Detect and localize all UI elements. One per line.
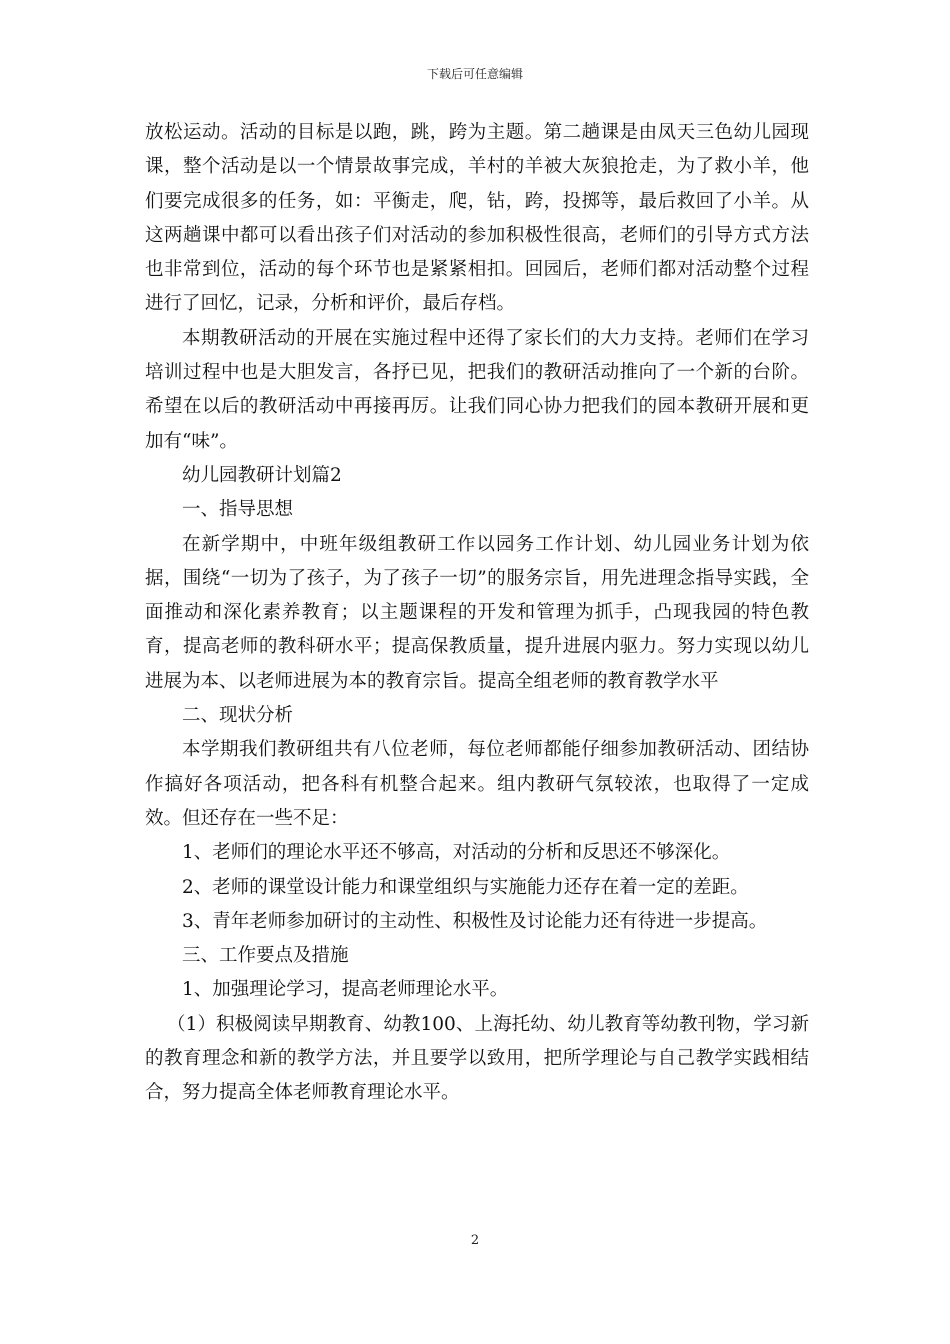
list-item-shortcoming-3: 3、青年老师参加研讨的主动性、积极性及讨论能力还有待进一步提高。 [182, 910, 768, 932]
paragraph-reading-journals: （1）积极阅读早期教育、幼教100、上海托幼、幼儿教育等幼教刊物，学习新的教育理念和新的教学方法，并且要学以致用，把所学理论与自己教学实践相结合，努力提高全体老师教育理论水平。 [145, 1013, 809, 1104]
heading-work-points: 三、工作要点及措施 [182, 945, 349, 967]
page-header: 下载后可任意编辑 [426, 67, 523, 81]
paragraph-activity-summary: 放松运动。活动的目标是以跑，跳，跨为主题。第二趟课是由凤天三色幼儿园现课，整个活动是以一个情景故事完成，羊村的羊被大灰狼抢走，为了救小羊，他们要完成很多的任务，如：平衡走，爬，钻，跨，投掷等，最后救回了小羊。从这两趟课中都可以看出孩子们对活动的参加积极性很高，老师们的引导方式方法也非常到位，活动的每个环节也是紧紧相扣。回园后，老师们都对活动整个过程进行了回忆，记录，分析和评价，最后存档。 [145, 122, 809, 315]
list-item-shortcoming-2: 2、老师的课堂设计能力和课堂组织与实施能力还存在着一定的差距。 [182, 876, 749, 898]
page-number: 2 [470, 1233, 480, 1248]
heading-current-analysis: 二、现状分析 [182, 705, 294, 727]
document-body [145, 116, 809, 1111]
heading-guiding-ideology: 一、指导思想 [182, 499, 294, 521]
paragraph-guiding-ideology: 在新学期中，中班年级组教研工作以园务工作计划、幼儿园业务计划为依据，围绕“一切为了孩子，为了孩子一切”的服务宗旨，用先进理念指导实践，全面推动和深化素养教育；以主题课程的开发和管理为抓手，凸现我园的特色教育，提高老师的教科研水平；提高保教质量，提升进展内驱力。努力实现以幼儿进展为本、以老师进展为本的教育宗旨。提高全组老师的教育教学水平 [145, 533, 809, 692]
subheading-theory-study: 1、加强理论学习，提高老师理论水平。 [182, 979, 509, 1001]
list-item-shortcoming-1: 1、老师们的理论水平还不够高，对活动的分析和反思还不够深化。 [182, 842, 731, 864]
section-title-plan-2: 幼儿园教研计划篇2 [182, 464, 342, 486]
paragraph-current-analysis: 本学期我们教研组共有八位老师，每位老师都能仔细参加教研活动、团结协作搞好各项活动，把各科有机整合起来。组内教研气氛较浓，也取得了一定成效。但还存在一些不足： [145, 739, 809, 829]
paragraph-parent-support: 本期教研活动的开展在实施过程中还得了家长们的大力支持。老师们在学习培训过程中也是大胆发言，各抒已见，把我们的教研活动推向了一个新的台阶。希望在以后的教研活动中再接再厉。让我们同心协力把我们的园本教研开展和更加有“味”。 [145, 327, 809, 452]
